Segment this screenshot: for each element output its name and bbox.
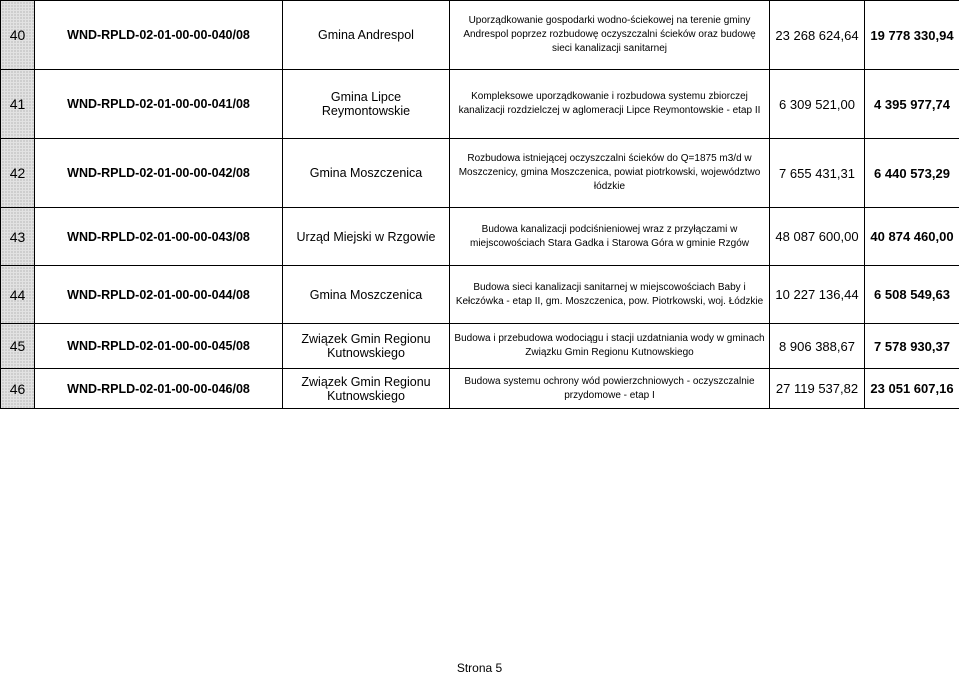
- application-code: WND-RPLD-02-01-00-00-045/08: [35, 324, 283, 369]
- cofinancing-value: 19 778 330,94: [865, 1, 959, 70]
- application-code: WND-RPLD-02-01-00-00-042/08: [35, 139, 283, 208]
- application-code: WND-RPLD-02-01-00-00-040/08: [35, 1, 283, 70]
- project-description: Kompleksowe uporządkowanie i rozbudowa systemu zbiorczej kanalizacji rozdzielczej w aglomeracji Lipce Reymontowskie - etap II: [450, 70, 770, 139]
- cofinancing-value: 6 508 549,63: [865, 266, 959, 324]
- row-number: 40: [1, 1, 35, 70]
- project-description: Uporządkowanie gospodarki wodno-ściekowej na terenie gminy Andrespol poprzez rozbudowę oczyszczalni ścieków oraz budowę sieci kanalizacji sanitarnej: [450, 1, 770, 70]
- application-code: WND-RPLD-02-01-00-00-041/08: [35, 70, 283, 139]
- cofinancing-value: 4 395 977,74: [865, 70, 959, 139]
- table-row: [1, 324, 959, 369]
- beneficiary: Gmina Moszczenica: [283, 139, 450, 208]
- project-description: Budowa kanalizacji podciśnieniowej wraz z przyłączami w miejscowościach Stara Gadka i Starowa Góra w gminie Rzgów: [450, 208, 770, 266]
- table-row: [1, 266, 959, 324]
- project-description: Budowa sieci kanalizacji sanitarnej w miejscowościach Baby i Kełczówka - etap II, gm. Moszczenica, pow. Piotrkowski, woj. Łódzkie: [450, 266, 770, 324]
- cofinancing-value: 6 440 573,29: [865, 139, 959, 208]
- total-value: 8 906 388,67: [770, 324, 865, 369]
- row-number: 45: [1, 324, 35, 369]
- row-number: 41: [1, 70, 35, 139]
- table-row: [1, 208, 959, 266]
- cofinancing-value: 40 874 460,00: [865, 208, 959, 266]
- beneficiary: Związek Gmin Regionu Kutnowskiego: [283, 324, 450, 369]
- total-value: 7 655 431,31: [770, 139, 865, 208]
- beneficiary: Gmina Moszczenica: [283, 266, 450, 324]
- cofinancing-value: 23 051 607,16: [865, 369, 959, 409]
- cofinancing-value: 7 578 930,37: [865, 324, 959, 369]
- project-description: Budowa systemu ochrony wód powierzchniowych - oczyszczalnie przydomowe - etap I: [450, 369, 770, 409]
- application-code: WND-RPLD-02-01-00-00-046/08: [35, 369, 283, 409]
- table-row: [1, 1, 959, 70]
- beneficiary: Gmina Lipce Reymontowskie: [283, 70, 450, 139]
- project-description: Budowa i przebudowa wodociągu i stacji uzdatniania wody w gminach Związku Gmin Regionu Kutnowskiego: [450, 324, 770, 369]
- row-number: 42: [1, 139, 35, 208]
- application-code: WND-RPLD-02-01-00-00-043/08: [35, 208, 283, 266]
- beneficiary: Urząd Miejski w Rzgowie: [283, 208, 450, 266]
- total-value: 23 268 624,64: [770, 1, 865, 70]
- row-number: 44: [1, 266, 35, 324]
- total-value: 6 309 521,00: [770, 70, 865, 139]
- application-code: WND-RPLD-02-01-00-00-044/08: [35, 266, 283, 324]
- row-number: 46: [1, 369, 35, 409]
- beneficiary: Związek Gmin Regionu Kutnowskiego: [283, 369, 450, 409]
- total-value: 48 087 600,00: [770, 208, 865, 266]
- total-value: 10 227 136,44: [770, 266, 865, 324]
- page-number: Strona 5: [456, 661, 503, 675]
- table-row: [1, 139, 959, 208]
- beneficiary: Gmina Andrespol: [283, 1, 450, 70]
- project-description: Rozbudowa istniejącej oczyszczalni ścieków do Q=1875 m3/d w Moszczenicy, gmina Moszczenica, powiat piotrkowski, województwo łódzkie: [450, 139, 770, 208]
- table-row: [1, 369, 959, 409]
- table-row: [1, 70, 959, 139]
- total-value: 27 119 537,82: [770, 369, 865, 409]
- row-number: 43: [1, 208, 35, 266]
